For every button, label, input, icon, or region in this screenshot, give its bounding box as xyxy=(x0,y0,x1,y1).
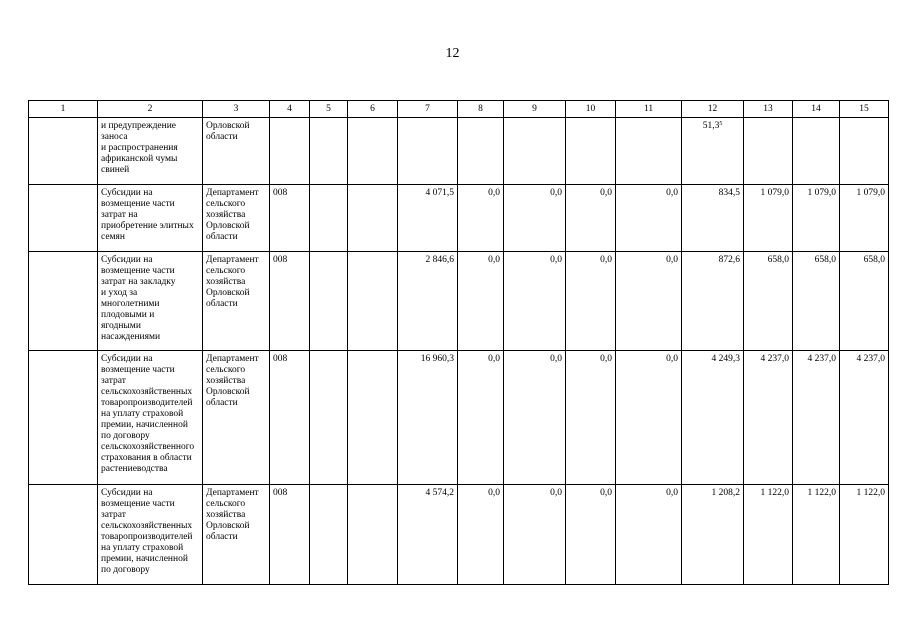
cell-col5 xyxy=(310,118,348,185)
cell-col10: 0,0 xyxy=(566,252,616,351)
cell-col15: 658,0 xyxy=(840,252,889,351)
cell-col6 xyxy=(348,485,398,585)
footnote-mark: 5 xyxy=(719,121,723,127)
cell-value: 51,3 xyxy=(702,121,720,131)
table-row xyxy=(29,252,889,351)
cell-col8 xyxy=(458,118,504,185)
header-cell: 13 xyxy=(744,101,793,118)
event-name-cell: Субсидии на возмещение части затрат на приобретение элитных семян xyxy=(98,185,203,252)
code-cell xyxy=(270,118,310,185)
total-cell: 4 574,2 xyxy=(398,485,458,585)
cell-col9: 0,0 xyxy=(504,351,566,485)
event-name-cell: Субсидии на возмещение части затрат сельскохозяйственных товаропроизводителей на уплату страховой премии, начисленной по договору сельскохозяйственного страхования в области растениеводства xyxy=(98,351,203,485)
cell-col13: 1 122,0 xyxy=(744,485,793,585)
cell-col10 xyxy=(566,118,616,185)
cell-col12: 4 249,3 xyxy=(682,351,744,485)
cell-col15: 1 122,0 xyxy=(840,485,889,585)
table-row xyxy=(29,118,889,185)
code-cell: 008 xyxy=(270,351,310,485)
header-cell: 3 xyxy=(203,101,270,118)
cell-col8: 0,0 xyxy=(458,252,504,351)
cell-col8: 0,0 xyxy=(458,185,504,252)
cell-col12: 1 208,2 xyxy=(682,485,744,585)
header-cell: 2 xyxy=(98,101,203,118)
cell-col14: 4 237,0 xyxy=(793,351,840,485)
header-cell: 1 xyxy=(29,101,98,118)
cell-col9 xyxy=(504,118,566,185)
cell-col8: 0,0 xyxy=(458,351,504,485)
cell-col13: 658,0 xyxy=(744,252,793,351)
cell-col11: 0,0 xyxy=(616,252,682,351)
cell-col13 xyxy=(744,118,793,185)
cell-col15: 4 237,0 xyxy=(840,351,889,485)
executor-cell: Орловской области xyxy=(203,118,270,185)
executor-cell: Департамент сельского хозяйства Орловской области xyxy=(203,485,270,585)
cell-col8: 0,0 xyxy=(458,485,504,585)
cell-col14 xyxy=(793,118,840,185)
cell-col12: 872,6 xyxy=(682,252,744,351)
header-cell: 14 xyxy=(793,101,840,118)
executor-cell: Департамент сельского хозяйства Орловской области xyxy=(203,351,270,485)
cell-col6 xyxy=(348,118,398,185)
event-name-cell: Субсидии на возмещение части затрат сельскохозяйственных товаропроизводителей на уплату страховой премии, начисленной по договору xyxy=(98,485,203,585)
cell-col9: 0,0 xyxy=(504,185,566,252)
executor-cell: Департамент сельского хозяйства Орловской области xyxy=(203,185,270,252)
cell-col13: 1 079,0 xyxy=(744,185,793,252)
header-cell: 5 xyxy=(310,101,348,118)
header-cell: 12 xyxy=(682,101,744,118)
cell-col14: 1 079,0 xyxy=(793,185,840,252)
cell-col11: 0,0 xyxy=(616,185,682,252)
header-cell: 9 xyxy=(504,101,566,118)
header-cell: 10 xyxy=(566,101,616,118)
cell-col9: 0,0 xyxy=(504,485,566,585)
header-cell: 6 xyxy=(348,101,398,118)
header-cell: 4 xyxy=(270,101,310,118)
cell-col11 xyxy=(616,118,682,185)
table-header-row xyxy=(29,101,889,118)
cell-col15 xyxy=(840,118,889,185)
header-cell: 7 xyxy=(398,101,458,118)
code-cell: 008 xyxy=(270,252,310,351)
code-cell: 008 xyxy=(270,485,310,585)
cell-col11: 0,0 xyxy=(616,485,682,585)
cell-col10: 0,0 xyxy=(566,351,616,485)
cell-col10: 0,0 xyxy=(566,185,616,252)
row-number-cell xyxy=(29,485,98,585)
code-cell: 008 xyxy=(270,185,310,252)
cell-col5 xyxy=(310,252,348,351)
event-name-cell: и предупреждение заноса и распространения африканской чумы свиней xyxy=(98,118,203,185)
table-row xyxy=(29,485,889,585)
event-name-cell: Субсидии на возмещение части затрат на закладку и уход за многолетними плодовыми и ягодными насаждениями xyxy=(98,252,203,351)
total-cell: 4 071,5 xyxy=(398,185,458,252)
header-cell: 11 xyxy=(616,101,682,118)
cell-col12 xyxy=(682,118,744,185)
executor-cell: Департамент сельского хозяйства Орловской области xyxy=(203,252,270,351)
cell-col6 xyxy=(348,351,398,485)
cell-col5 xyxy=(310,185,348,252)
cell-col6 xyxy=(348,252,398,351)
cell-col5 xyxy=(310,351,348,485)
cell-col15: 1 079,0 xyxy=(840,185,889,252)
header-cell: 15 xyxy=(840,101,889,118)
row-number-cell xyxy=(29,351,98,485)
cell-col6 xyxy=(348,185,398,252)
cell-col12: 834,5 xyxy=(682,185,744,252)
cell-col14: 1 122,0 xyxy=(793,485,840,585)
page-number: 12 xyxy=(445,46,460,61)
row-number-cell xyxy=(29,252,98,351)
budget-table xyxy=(28,100,889,585)
table-row xyxy=(29,351,889,485)
cell-col5 xyxy=(310,485,348,585)
row-number-cell xyxy=(29,185,98,252)
total-cell xyxy=(398,118,458,185)
total-cell: 16 960,3 xyxy=(398,351,458,485)
cell-col9: 0,0 xyxy=(504,252,566,351)
total-cell: 2 846,6 xyxy=(398,252,458,351)
row-number-cell xyxy=(29,118,98,185)
cell-col14: 658,0 xyxy=(793,252,840,351)
cell-col13: 4 237,0 xyxy=(744,351,793,485)
header-cell: 8 xyxy=(458,101,504,118)
cell-col11: 0,0 xyxy=(616,351,682,485)
table-row xyxy=(29,185,889,252)
cell-col10: 0,0 xyxy=(566,485,616,585)
